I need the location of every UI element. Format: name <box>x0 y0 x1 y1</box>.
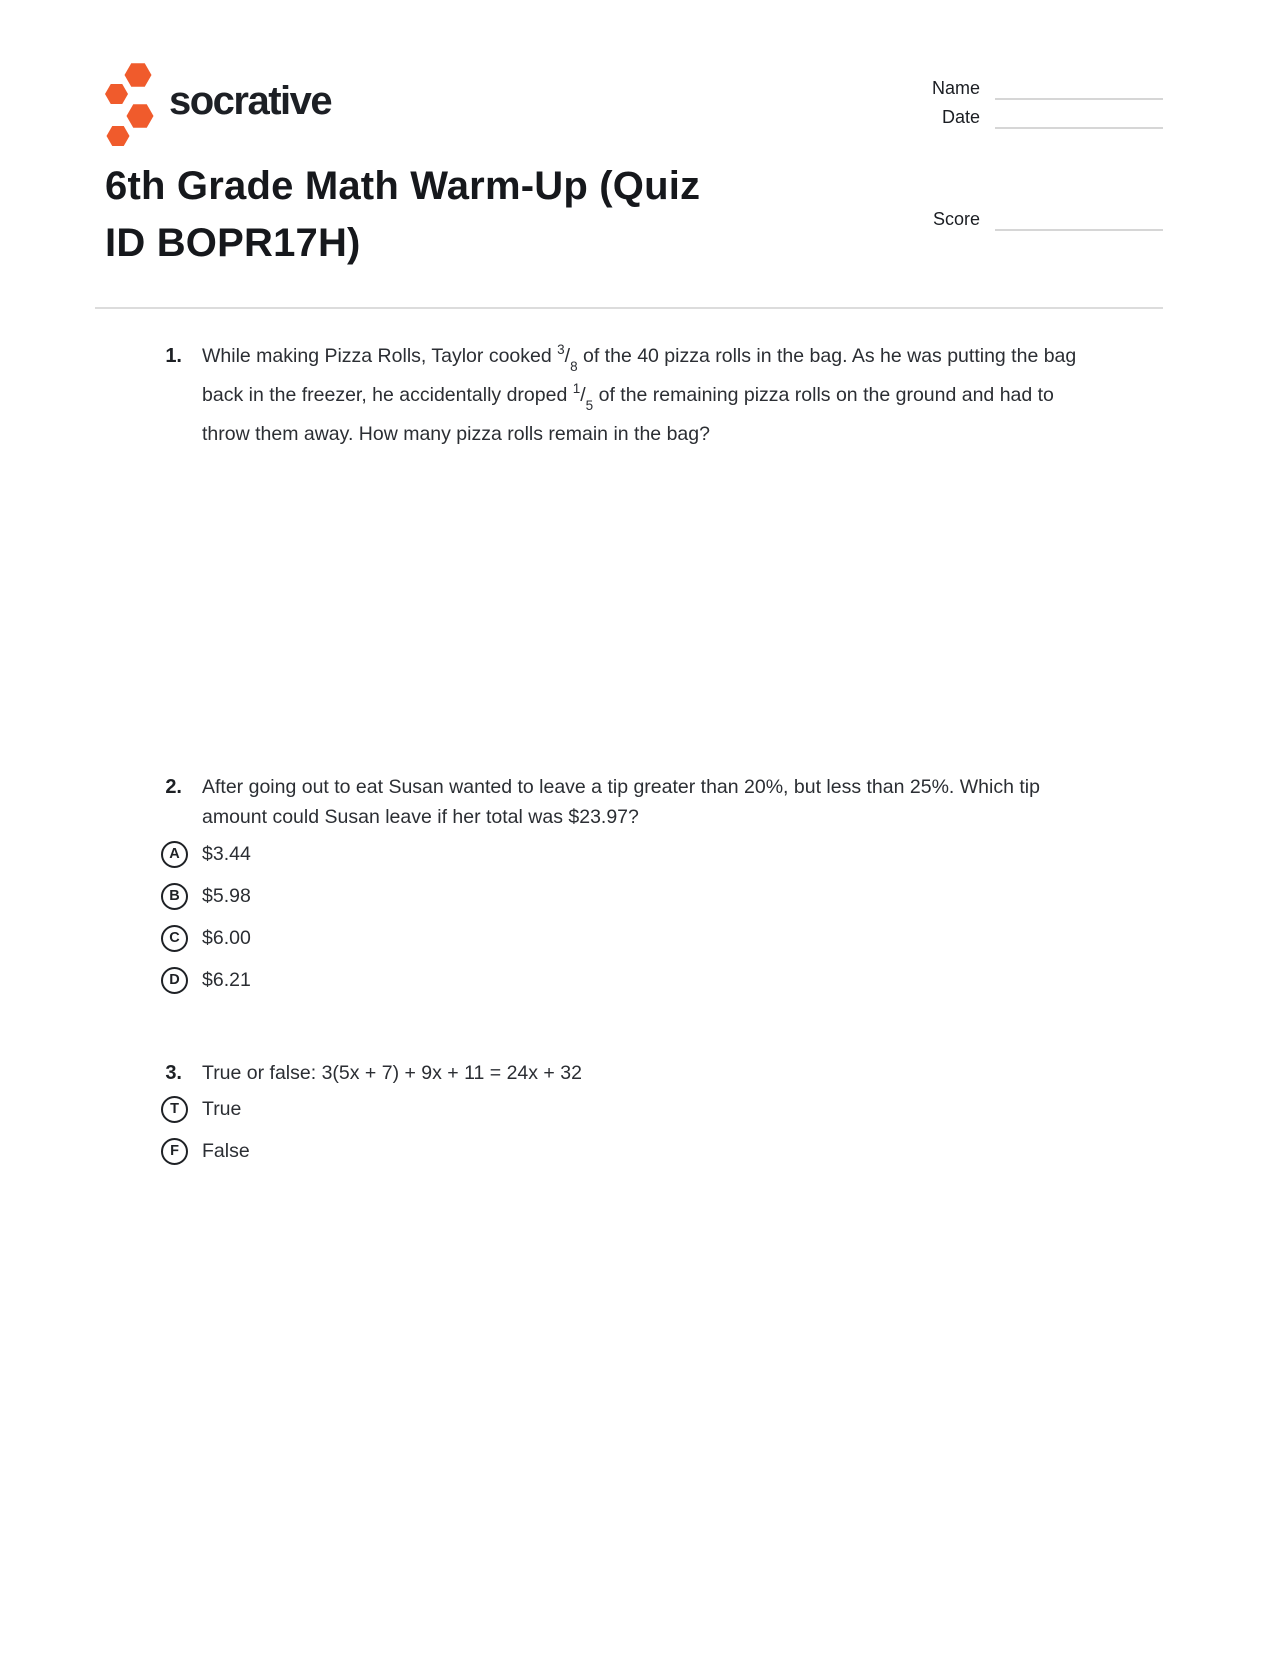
question-2-text: After going out to eat Susan wanted to leave a tip greater than 20%, but less than 25%. Which tip amount could Susan leave if her total was $23.97? <box>202 776 1040 828</box>
option-letter-circle <box>161 967 188 994</box>
answer-option-D <box>161 966 1092 994</box>
answer-option-T <box>161 1095 1102 1123</box>
question-3-number: 3. <box>165 1062 182 1084</box>
question-1-number: 1. <box>165 345 182 367</box>
date-field-row <box>942 105 1163 129</box>
quiz-title <box>105 158 700 272</box>
option-letter-circle <box>161 925 188 952</box>
socrative-hexagons-icon <box>105 60 163 148</box>
question-3-text: True or false: 3(5x + 7) + 9x + 11 = 24x + 32 <box>202 1062 582 1084</box>
header-divider <box>95 307 1163 309</box>
name-field-row <box>932 76 1163 100</box>
fraction: $^3/_8$ <box>557 341 578 374</box>
quiz-title-line-2: ID BOPR17H) <box>105 221 361 265</box>
socrative-logo <box>105 60 331 148</box>
quiz-title-line-1: 6th Grade Math Warm-Up (Quiz <box>105 164 701 208</box>
option-letter: D <box>169 971 180 988</box>
date-label: Date <box>941 107 980 127</box>
option-letter-circle <box>161 1096 188 1123</box>
option-label: False <box>202 1139 250 1162</box>
option-letter: T <box>170 1100 179 1117</box>
option-letter: C <box>169 929 180 946</box>
answer-option-A <box>161 840 1092 868</box>
answer-option-F <box>161 1137 1102 1165</box>
option-label: True <box>202 1097 242 1120</box>
option-letter: A <box>169 845 180 862</box>
option-letter-circle <box>161 883 188 910</box>
name-write-line <box>995 78 1163 100</box>
option-label: $6.00 <box>202 926 251 949</box>
option-letter-circle <box>161 1138 188 1165</box>
answer-option-B <box>161 882 1092 910</box>
question-1-text: While making Pizza Rolls, Taylor cooked $^3/_8$ of the 40 pizza rolls in the bag. As he was putting the bag back in the freezer, he accidentally droped $^1/_5$ of the remaining pizza rolls on the ground and had to throw them away. How many pizza rolls remain in the bag? <box>202 341 1077 445</box>
option-letter: F <box>170 1142 179 1159</box>
answer-option-C <box>161 924 1092 952</box>
score-field-row <box>933 207 1163 231</box>
question-3-options <box>145 1095 1102 1165</box>
fraction: $^1/_5$ <box>572 380 594 413</box>
name-label: Name <box>931 78 980 98</box>
score-label: Score <box>932 209 980 229</box>
score-write-line <box>995 209 1163 231</box>
option-label: $6.21 <box>202 968 251 991</box>
option-label: $3.44 <box>202 842 251 865</box>
question-2-options <box>145 840 1092 994</box>
option-letter: B <box>169 887 180 904</box>
option-letter-circle <box>161 841 188 868</box>
question-1 <box>145 337 1092 462</box>
date-write-line <box>995 107 1163 129</box>
question-2-number: 2. <box>165 776 182 798</box>
question-3 <box>145 1058 1102 1179</box>
option-label: $5.98 <box>202 884 251 907</box>
socrative-wordmark: socrative <box>169 79 332 123</box>
question-2 <box>145 772 1092 1008</box>
